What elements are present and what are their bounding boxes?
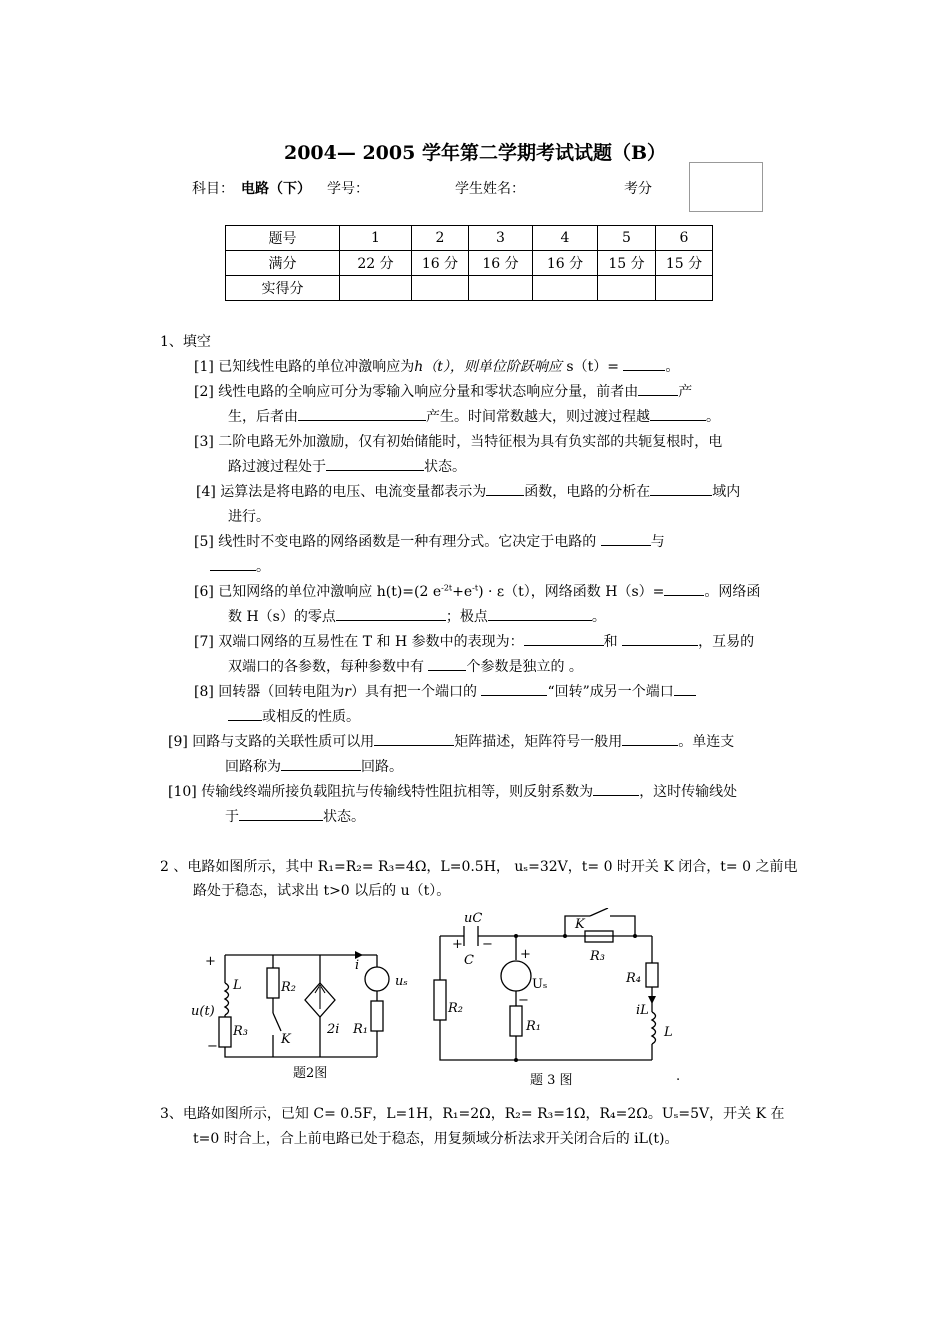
- label: R₄: [626, 971, 641, 986]
- table-cell: 2: [412, 226, 469, 251]
- label: Uₛ: [532, 977, 548, 992]
- answer-blank[interactable]: [228, 706, 262, 721]
- label: .: [676, 1069, 681, 1084]
- answer-blank[interactable]: [326, 456, 424, 471]
- resistor-R4: [646, 963, 658, 987]
- label: L: [664, 1025, 673, 1040]
- table-cell: 满分: [226, 251, 340, 276]
- section3-line2: t=0 时合上，合上前电路已处于稳态，用复频域分析法求开关闭合后的 iL(t)。: [193, 1131, 679, 1147]
- resistor-R1: [510, 1006, 522, 1036]
- label: R₁: [526, 1019, 541, 1034]
- label: C: [464, 953, 474, 968]
- question-2-line1: [2] 线性电路的全响应可分为零输入响应分量和零状态响应分量，前者由 产: [194, 381, 692, 401]
- question-2-line2: 生，后者由 产生。时间常数越大，则过渡过程越 。: [228, 406, 720, 426]
- answer-blank[interactable]: [374, 731, 454, 746]
- score-table: [225, 225, 713, 301]
- question-8-line1: [8] 回转器（回转电阻为r）具有把一个端口的 “回转”成另一个端口: [194, 681, 696, 701]
- question-3-line2: 路过渡过程处于 状态。: [228, 456, 466, 476]
- page-title: 2004— 2005 学年第二学期考试试题（B）: [283, 142, 667, 164]
- figure-2-circuit: [185, 935, 415, 1085]
- table-cell: 15 分: [656, 251, 713, 276]
- label: K: [575, 917, 585, 932]
- answer-blank[interactable]: [622, 731, 678, 746]
- answer-blank[interactable]: [239, 806, 323, 821]
- student-name-label: 学生姓名：: [455, 181, 525, 197]
- section1-heading: 1、填空: [160, 334, 211, 350]
- resistor-R2: [434, 980, 446, 1020]
- score-input-cell[interactable]: [656, 276, 713, 301]
- table-cell: 4: [533, 226, 598, 251]
- answer-blank[interactable]: [622, 631, 698, 646]
- section2-line1: 2 、电路如图所示，其中 R₁=R₂= R₃=4Ω，L=0.5H， uₛ=32V，t= 0 时开关 K 闭合，t= 0 之前电: [160, 859, 798, 875]
- answer-blank[interactable]: [623, 356, 665, 371]
- answer-blank[interactable]: [488, 606, 592, 621]
- answer-blank[interactable]: [336, 606, 446, 621]
- table-row: [226, 226, 713, 251]
- score-input-cell[interactable]: [598, 276, 656, 301]
- voltage-source-us: [365, 967, 389, 991]
- question-10-line2: 于 状态。: [225, 806, 365, 826]
- junction-dot: [514, 1058, 518, 1062]
- student-id-label: 学号：: [327, 181, 369, 197]
- label: +: [205, 954, 216, 969]
- table-cell: 16 分: [412, 251, 469, 276]
- resistor-R1: [371, 1001, 383, 1031]
- table-row: [226, 276, 713, 301]
- question-5-line2: 。: [210, 556, 270, 576]
- table-cell: 16 分: [533, 251, 598, 276]
- switch-K: [273, 1013, 281, 1031]
- table-cell: 22 分: [340, 251, 412, 276]
- answer-blank[interactable]: [593, 781, 639, 796]
- answer-blank[interactable]: [664, 581, 704, 596]
- resistor-R2: [267, 968, 279, 998]
- question-1-line1: [1] 已知线性电路的单位冲激响应为h（t），则单位阶跃响应 s（t）= 。: [194, 356, 679, 376]
- wire: [440, 1020, 652, 1060]
- answer-blank[interactable]: [428, 656, 466, 671]
- question-4-line2: 进行。: [228, 509, 270, 525]
- label: u(t): [191, 1004, 215, 1019]
- score-box[interactable]: [689, 162, 763, 212]
- question-6-line2: 数 H（s）的零点 ；极点 。: [228, 606, 606, 626]
- table-cell: 5: [598, 226, 656, 251]
- table-cell: 题号: [226, 226, 340, 251]
- label: R₁: [353, 1022, 368, 1037]
- section2-line2: 路处于稳态，试求出 t>0 以后的 u（t）。: [193, 883, 451, 899]
- label: −: [207, 1039, 218, 1054]
- capacitor-C: [464, 926, 478, 946]
- answer-blank[interactable]: [486, 481, 524, 496]
- answer-blank[interactable]: [638, 381, 678, 396]
- label: R₂: [448, 1001, 463, 1016]
- junction-dot: [563, 934, 567, 938]
- arrow-icon: [648, 996, 656, 1004]
- figure-3-circuit: [430, 908, 690, 1090]
- subject-label: 科目：: [192, 181, 234, 197]
- figure-caption: 题 3 图: [530, 1073, 573, 1088]
- inductor-L: [225, 983, 229, 1015]
- table-cell: 3: [469, 226, 533, 251]
- answer-blank[interactable]: [524, 631, 604, 646]
- label: R₃: [233, 1024, 248, 1039]
- question-7-line2: 双端口的各参数，每种参数中有 个参数是独立的 。: [228, 656, 583, 676]
- label: R₃: [590, 949, 605, 964]
- label: iL: [636, 1003, 649, 1018]
- voltage-source-Us: [501, 961, 531, 991]
- label: uₛ: [395, 974, 408, 989]
- question-10-line1: [10] 传输线终端所接负载阻抗与传输线特性阻抗相等，则反射系数为 ，这时传输线处: [168, 781, 737, 801]
- question-9-line2: 回路称为 回路。: [225, 756, 403, 776]
- inductor-L: [652, 1012, 656, 1044]
- table-cell: 1: [340, 226, 412, 251]
- answer-blank[interactable]: [674, 681, 696, 696]
- label: uC: [464, 911, 483, 926]
- resistor-R3: [219, 1017, 231, 1047]
- answer-blank[interactable]: [210, 556, 256, 571]
- label: −: [482, 937, 493, 952]
- table-cell: 16 分: [469, 251, 533, 276]
- answer-blank[interactable]: [650, 406, 706, 421]
- label: L: [233, 978, 242, 993]
- label: 2i: [327, 1022, 340, 1037]
- question-3-line1: [3] 二阶电路无外加激励，仅有初始储能时，当特征根为具有负实部的共轭复根时，电: [194, 434, 723, 450]
- score-input-cell[interactable]: [340, 276, 412, 301]
- answer-blank[interactable]: [601, 531, 651, 546]
- switch-K: [590, 908, 608, 916]
- label: +: [520, 947, 531, 962]
- label: i: [355, 958, 360, 973]
- answer-blank[interactable]: [298, 406, 426, 421]
- subject-value: 电路（下）: [241, 181, 311, 197]
- score-label: 考分: [624, 181, 652, 197]
- table-row: [226, 251, 713, 276]
- table-cell: 实得分: [226, 276, 340, 301]
- label: R₂: [281, 980, 296, 995]
- answer-blank[interactable]: [650, 481, 712, 496]
- score-input-cell[interactable]: [412, 276, 469, 301]
- question-8-line2: 或相反的性质。: [228, 706, 360, 726]
- question-4-line1: [4] 运算法是将电路的电压、电流变量都表示为 函数，电路的分析在 域内: [196, 481, 740, 501]
- figure-caption: 题2图: [293, 1066, 328, 1081]
- label: −: [518, 993, 529, 1008]
- answer-blank[interactable]: [281, 756, 361, 771]
- answer-blank[interactable]: [481, 681, 547, 696]
- junction-dot: [633, 934, 637, 938]
- table-cell: 15 分: [598, 251, 656, 276]
- question-7-line1: [7] 双端口网络的互易性在 T 和 H 参数中的表现为： 和 ，互易的: [194, 631, 754, 651]
- score-input-cell[interactable]: [533, 276, 598, 301]
- question-9-line1: [9] 回路与支路的关联性质可以用 矩阵描述，矩阵符号一般用 。单连支: [168, 731, 734, 751]
- table-cell: 6: [656, 226, 713, 251]
- arrow-icon: [315, 985, 325, 1009]
- question-6-line1: [6] 已知网络的单位冲激响应 h(t)=(2 $e^{-2t}+e^{-t}) \cdot \varepsilon(t)$，网络函数 H（s）= 。网络函: [194, 581, 760, 601]
- wire: [225, 1047, 377, 1057]
- section3-line1: 3、电路如图所示，已知 C= 0.5F，L=1H，R₁=2Ω，R₂= R₃=1Ω，R₄=2Ω。Uₛ=5V，开关 K 在: [160, 1106, 785, 1122]
- label: +: [452, 937, 463, 952]
- score-input-cell[interactable]: [469, 276, 533, 301]
- label: K: [281, 1032, 291, 1047]
- question-5-line1: [5] 线性时不变电路的网络函数是一种有理分式。它决定于电路的 与: [194, 531, 665, 551]
- junction-dot: [514, 934, 518, 938]
